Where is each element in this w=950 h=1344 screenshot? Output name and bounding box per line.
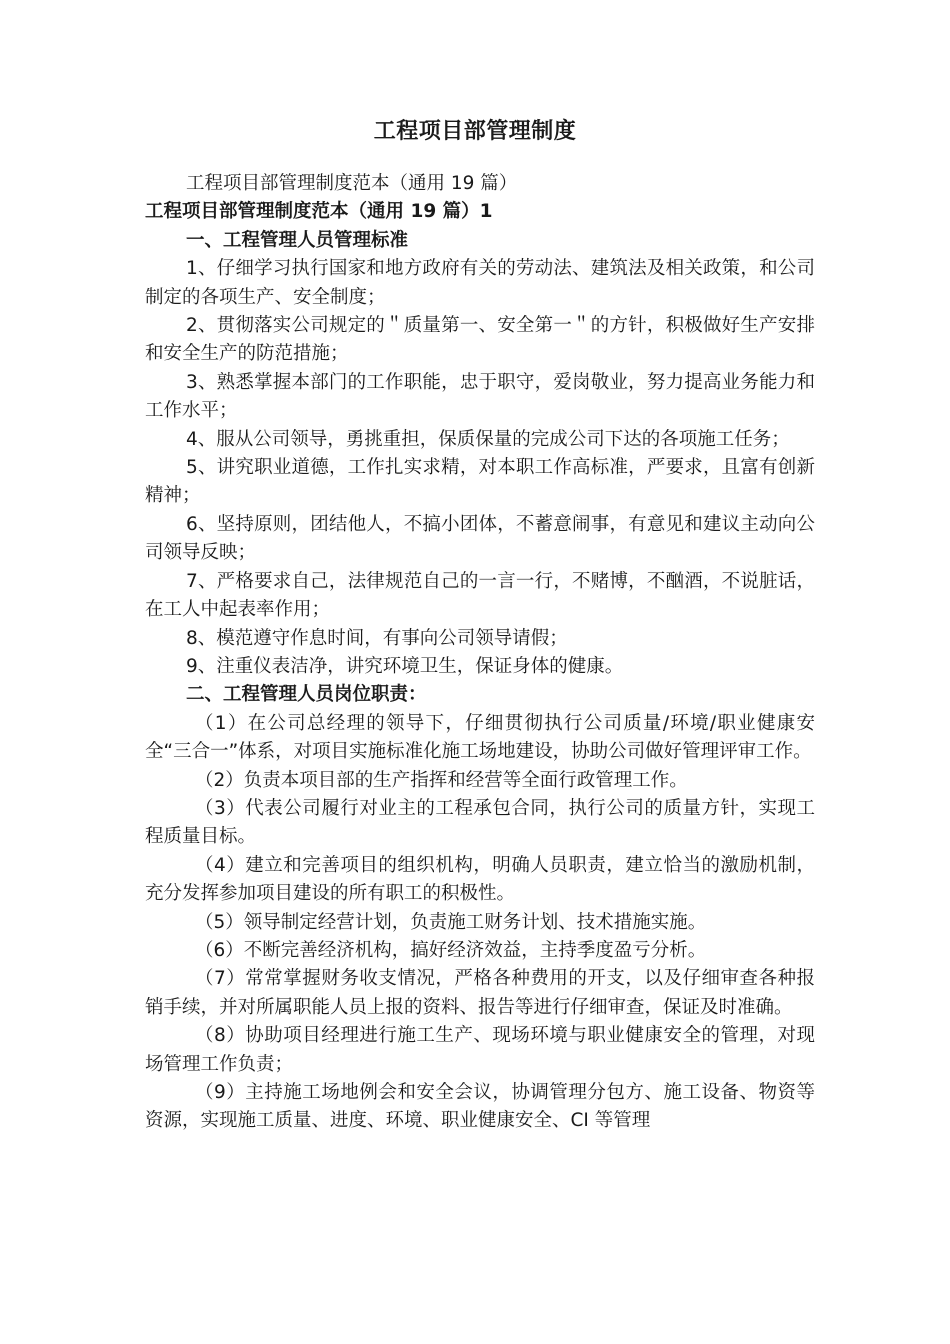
- section1-item: 7、严格要求自己，法律规范自己的一言一行，不赌博，不酗酒，不说脏话，在工人中起表率作用；: [145, 570, 815, 621]
- section2-item: （9）主持施工场地例会和安全会议，协调管理分包方、施工设备、物资等资源，实现施工质量、进度、环境、职业健康安全、CI 等管理: [145, 1082, 815, 1132]
- section2-item: （6）不断完善经济机构，搞好经济效益，主持季度盈亏分析。: [195, 939, 707, 961]
- document-title: 工程项目部管理制度: [373, 119, 577, 144]
- document-subtitle: 工程项目部管理制度范本（通用 19 篇）: [186, 173, 518, 194]
- section2-item: （7）常常掌握财务收支情况，严格各种费用的开支，以及仔细审查各种报销手续，并对所属职能人员上报的资料、报告等进行仔细审查，保证及时准确。: [145, 968, 815, 1018]
- section-heading-1: 一、工程管理人员管理标准: [186, 229, 409, 251]
- document-heading: 工程项目部管理制度范本（通用 19 篇）1: [145, 201, 493, 223]
- section2-item: （8）协助项目经理进行施工生产、现场环境与职业健康安全的管理，对现场管理工作负责；: [145, 1025, 815, 1075]
- section1-item: 3、熟悉掌握本部门的工作职能，忠于职守，爱岗敬业，努力提高业务能力和工作水平；: [145, 371, 815, 422]
- section2-item: （4）建立和完善项目的组织机构，明确人员职责，建立恰当的激励机制，充分发挥参加项目建设的所有职工的积极性。: [145, 854, 815, 905]
- document-body: [145, 170, 815, 1136]
- section1-item: 2、贯彻落实公司规定的＂质量第一、安全第一＂的方针，积极做好生产安排和安全生产的防范措施；: [145, 315, 815, 365]
- section1-item: 1、仔细学习执行国家和地方政府有关的劳动法、建筑法及相关政策，和公司制定的各项生产、安全制度；: [145, 258, 815, 308]
- section2-item: （1）在公司总经理的领导下，仔细贯彻执行公司质量/环境/职业健康安全“三合一”体系，对项目实施标准化施工场地建设，协助公司做好管理评审工作。: [145, 712, 815, 763]
- section1-item: 9、注重仪表洁净，讲究环境卫生，保证身体的健康。: [186, 655, 624, 677]
- section1-item: 5、讲究职业道德，工作扎实求精，对本职工作高标准，严要求，且富有创新精神；: [145, 457, 815, 507]
- section2-item: （3）代表公司履行对业主的工程承包合同，执行公司的质量方针，实现工程质量目标。: [145, 797, 815, 848]
- section1-item: 8、模范遵守作息时间，有事向公司领导请假；: [186, 627, 568, 649]
- section2-item: （2）负责本项目部的生产指挥和经营等全面行政管理工作。: [195, 769, 688, 791]
- section2-item: （5）领导制定经营计划，负责施工财务计划、技术措施实施。: [195, 911, 707, 933]
- section1-item: 4、服从公司领导，勇挑重担，保质保量的完成公司下达的各项施工任务；: [186, 428, 790, 450]
- section1-item: 6、坚持原则，团结他人，不搞小团体，不蓄意闹事，有意见和建议主动向公司领导反映；: [145, 513, 815, 564]
- section-heading-2: 二、工程管理人员岗位职责：: [186, 684, 427, 706]
